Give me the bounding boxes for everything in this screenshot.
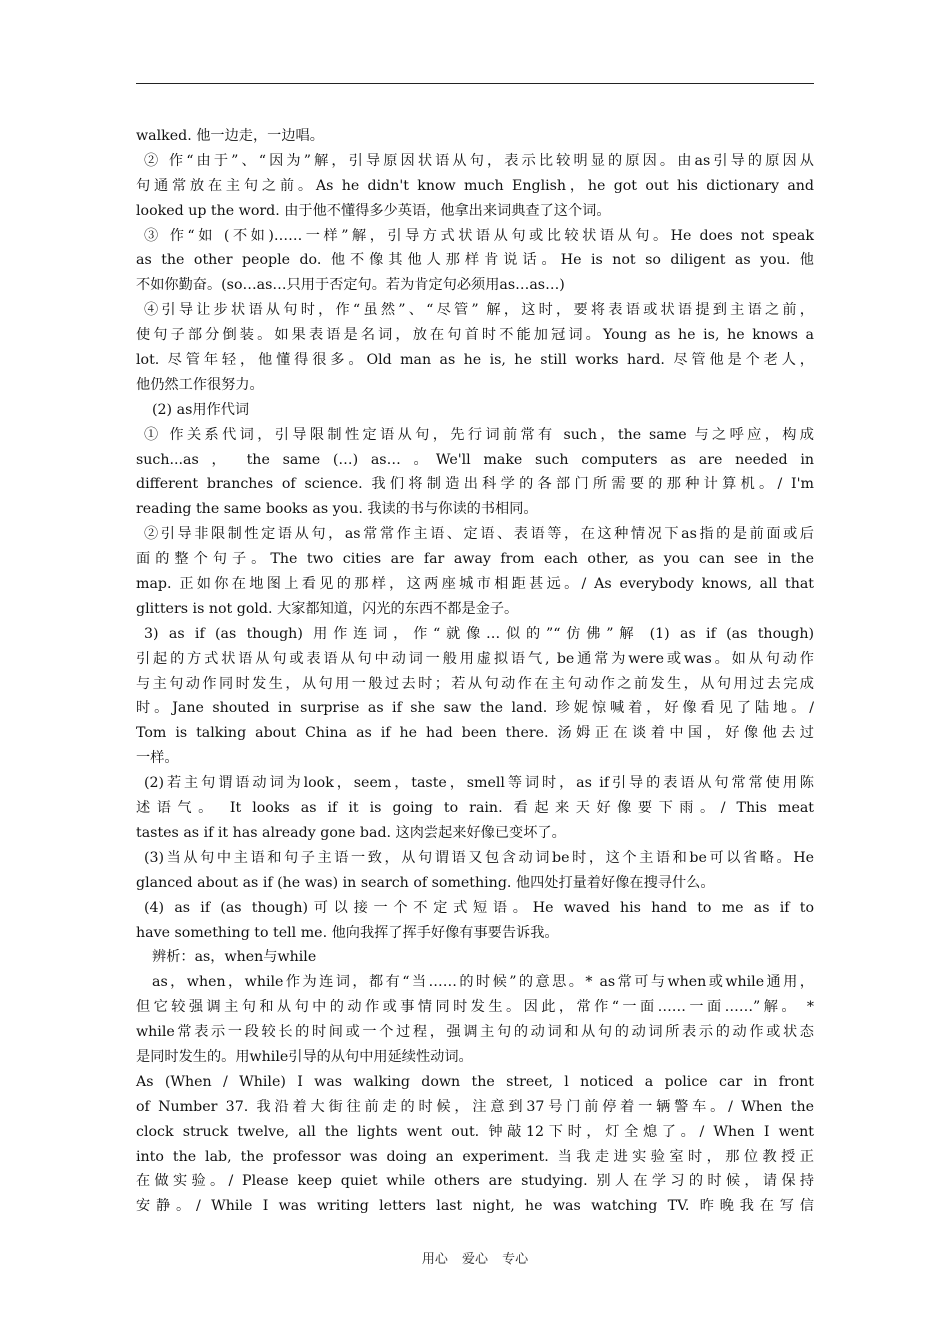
text-line: map. 正如你在地图上看见的那样，这两座城市相距甚远。/ As everybody knows, all that	[136, 576, 814, 593]
text-line: into the lab, the professor was doing an experiment. 当我走进实验室时，那位教授正	[136, 1148, 814, 1165]
text-line: glanced about as if (he was) in search of something. 他四处打量着好像在搜寻什么。	[136, 874, 715, 891]
text-line: glitters is not gold. 大家都知道，闪光的东西不都是金子。	[136, 600, 519, 617]
text-line: lot. 尽管年轻，他懂得很多。Old man as he is, he still works hard. 尽管他是个老人，	[136, 352, 814, 369]
text-line: 面的整个句子。The two cities are far away from each other, as you can see in the	[136, 551, 814, 568]
text-line: different branches of science. 我们将制造出科学的各部门所需要的那种计算机。/ I'm	[136, 476, 814, 493]
text-line: ③ 作“如 (不如)……一样”解，引导方式状语从句或比较状语从句。He does not speak	[144, 227, 814, 244]
text-line: 在做实验。/ Please keep quiet while others are studying. 别人在学习的时候，请保持	[136, 1173, 814, 1190]
page-footer: 用心 爱心 专心	[421, 1252, 529, 1267]
text-line: (4) as if (as though)可以接一个不定式短语。He waved his hand to me as if to	[144, 899, 814, 916]
text-line: ②引导非限制性定语从句，as常常作主语、定语、表语等，在这种情况下as指的是前面或后	[144, 526, 814, 543]
text-line: 辨析：as，when与while	[152, 949, 317, 966]
header-rule	[136, 83, 814, 84]
text-line: 安静。/ While I was writing letters last night, he was watching TV. 昨晚我在写信	[136, 1198, 814, 1215]
text-line: ① 作关系代词，引导限制性定语从句，先行词前常有 such，the same 与之呼应，构成	[144, 426, 814, 443]
text-line: reading the same books as you. 我读的书与你读的书相同。	[136, 501, 538, 518]
text-line: have something to tell me. 他向我挥了挥手好像有事要告诉我。	[136, 924, 559, 941]
text-line: (3)当从句中主语和句子主语一致，从句谓语又包含动词be时，这个主语和be可以省略。He	[144, 849, 814, 866]
text-line: 使句子部分倒装。如果表语是名词，放在句首时不能加冠词。Young as he is, he knows a	[136, 327, 814, 344]
text-line: 不如你勤奋。(so…as…只用于否定句。若为肯定句必须用as…as…)	[136, 277, 565, 294]
text-line: such...as ， the same (…) as… 。We'll make such computers as are needed in	[136, 451, 814, 468]
text-line: ② 作“由于”、“因为”解，引导原因状语从句，表示比较明显的原因。由as引导的原因从	[144, 152, 814, 169]
text-line: 他仍然工作很努力。	[136, 376, 264, 393]
text-line: 句通常放在主句之前。As he didn't know much English，he got out his dictionary and	[136, 177, 814, 194]
text-line: clock struck twelve, all the lights went out. 钟敲12下时，灯全熄了。/ When I went	[136, 1123, 814, 1140]
text-line: As (When / While) I was walking down the street, l noticed a police car in front	[136, 1073, 814, 1090]
text-line: (2) as用作代词	[152, 401, 250, 418]
document-body	[136, 124, 814, 1219]
text-line: looked up the word. 由于他不懂得多少英语，他拿出来词典查了这个词。	[136, 202, 611, 219]
text-line: as the other people do. 他不像其他人那样肯说话。He is not so diligent as you. 他	[136, 252, 814, 269]
text-line: 述语气。 It looks as if it is going to rain. 看起来天好像要下雨。/ This meat	[136, 800, 814, 817]
text-line: walked. 他一边走，一边唱。	[136, 128, 324, 144]
text-line: 引起的方式状语从句或表语从句中动词一般用虚拟语气, be通常为were或was。如从句动作	[136, 650, 814, 667]
text-line: 但它较强调主句和从句中的动作或事情同时发生。因此，常作“一面……一面……”解。 *	[136, 999, 814, 1016]
text-line: of Number 37. 我沿着大街往前走的时候，注意到37号门前停着一辆警车。/ When the	[136, 1098, 814, 1115]
text-line: 3) as if (as though) 用作连词，作“就像…似的”“仿佛”解 (1) as if (as though)	[144, 625, 814, 642]
text-line: (2)若主句谓语动词为look，seem，taste，smell等词时，as if引导的表语从句常常使用陈	[144, 775, 814, 792]
text-line: 一样。	[136, 750, 179, 767]
text-line: 时。Jane shouted in surprise as if she saw the land. 珍妮惊喊着，好像看见了陆地。/	[136, 700, 814, 717]
text-line: 是同时发生的。用while引导的从句中用延续性动词。	[136, 1048, 473, 1065]
text-line: 与主句动作同时发生，从句用一般过去时；若从句动作在主句动作之前发生，从句用过去完成	[136, 675, 814, 692]
text-line: ④引导让步状语从句时，作“虽然”、“尽管” 解，这时，要将表语或状语提到主语之前，	[144, 302, 814, 319]
text-line: while常表示一段较长的时间或一个过程，强调主句的动词和从句的动词所表示的动作或状态	[136, 1024, 814, 1041]
text-line: tastes as if it has already gone bad. 这肉尝起来好像已变坏了。	[136, 824, 566, 841]
text-line: as，when，while作为连词，都有“当……的时候”的意思。* as常可与when或while通用，	[152, 974, 814, 991]
text-line: Tom is talking about China as if he had been there. 汤姆正在谈着中国，好像他去过	[136, 725, 814, 742]
